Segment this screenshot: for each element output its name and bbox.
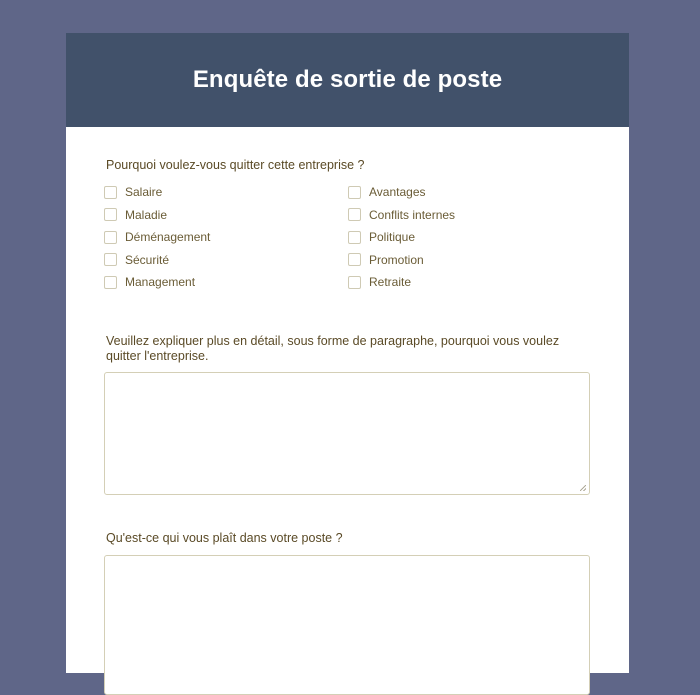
question-explain-label: Veuillez expliquer plus en détail, sous forme de paragraphe, pourquoi vous voulez quitter l'entreprise. [106, 334, 560, 363]
checkbox-box[interactable] [348, 208, 361, 221]
checkbox-box[interactable] [104, 231, 117, 244]
checkbox-box[interactable] [348, 253, 361, 266]
checkbox-label: Avantages [369, 185, 426, 200]
checkbox-conflits-internes[interactable] [348, 204, 592, 227]
checkbox-label: Retraite [369, 275, 412, 290]
checkbox-label: Déménagement [125, 230, 211, 245]
checkbox-label: Conflits internes [369, 207, 456, 222]
checkbox-maladie[interactable] [104, 204, 348, 227]
checkbox-box[interactable] [104, 276, 117, 289]
likes-textarea[interactable] [104, 555, 590, 695]
checkbox-securite[interactable] [104, 249, 348, 272]
question-likes-label: Qu'est-ce qui vous plaît dans votre poste ? [106, 531, 343, 545]
checkbox-label: Politique [369, 230, 416, 245]
resize-grip-icon[interactable] [580, 485, 586, 491]
checkbox-avantages[interactable] [348, 181, 592, 204]
checkbox-box[interactable] [348, 186, 361, 199]
explain-textarea[interactable] [104, 372, 590, 495]
checkbox-salaire[interactable] [104, 181, 348, 204]
checkbox-box[interactable] [104, 186, 117, 199]
checkbox-label: Maladie [125, 207, 168, 222]
checkbox-demenagement[interactable] [104, 226, 348, 249]
checkbox-label: Promotion [369, 252, 424, 267]
checkbox-retraite[interactable] [348, 271, 592, 294]
survey-form-card [66, 33, 629, 673]
form-title: Enquête de sortie de poste [192, 66, 503, 93]
form-header [66, 33, 629, 127]
checkbox-box[interactable] [348, 231, 361, 244]
checkbox-management[interactable] [104, 271, 348, 294]
reason-checkbox-group [104, 181, 594, 294]
checkbox-label: Management [125, 275, 196, 290]
checkbox-box[interactable] [104, 253, 117, 266]
checkbox-label: Sécurité [125, 252, 170, 267]
checkbox-box[interactable] [348, 276, 361, 289]
question-reason-label: Pourquoi voulez-vous quitter cette entreprise ? [106, 158, 365, 172]
checkbox-promotion[interactable] [348, 249, 592, 272]
checkbox-label: Salaire [125, 185, 163, 200]
checkbox-box[interactable] [104, 208, 117, 221]
checkbox-politique[interactable] [348, 226, 592, 249]
